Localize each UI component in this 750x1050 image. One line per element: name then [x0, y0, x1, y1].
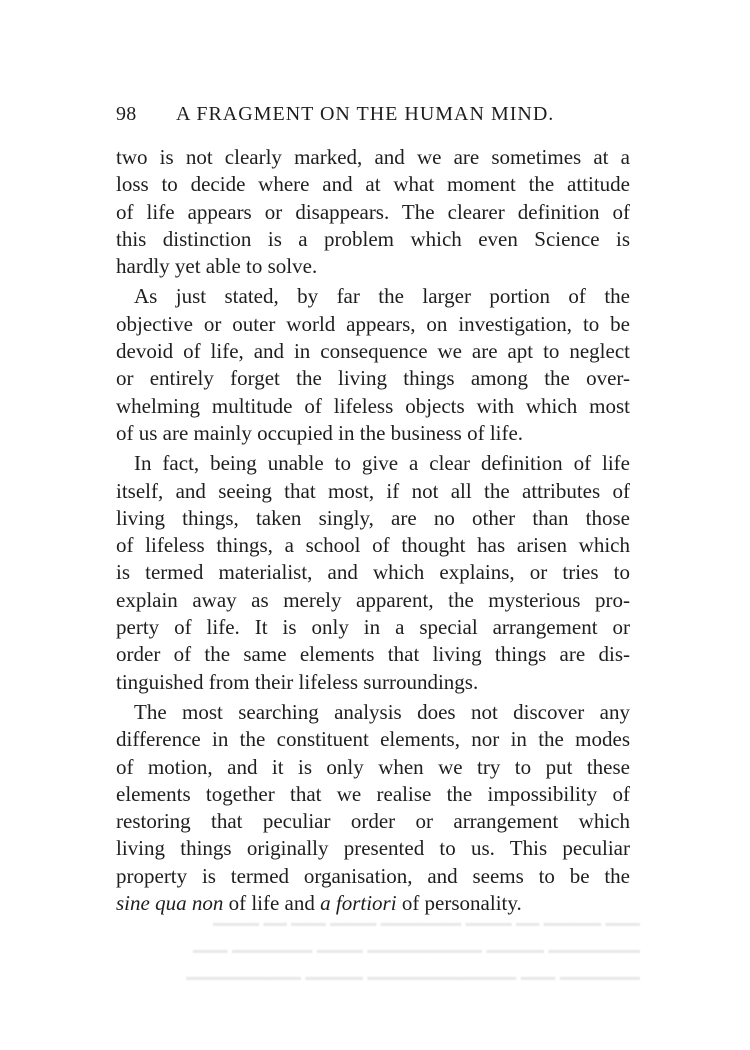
running-title: A FRAGMENT ON THE HUMAN MIND. [176, 103, 555, 125]
text-line: this distinction is a problem which even Science is [116, 226, 630, 251]
text-line: loss to decide where and at what moment the attitude [116, 172, 630, 197]
paragraph-2 [116, 283, 630, 447]
text-line: elements together that we realise the impossibility of [116, 781, 630, 806]
text-line: living things originally presented to us. This peculiar [116, 836, 630, 861]
text-line: living things, taken singly, are no other than those [116, 505, 630, 530]
text-fragment: of life and [223, 891, 321, 916]
text-line: restoring that peculiar order or arrangement which [116, 809, 630, 834]
show-through-line: ━━━━━━━━ ━━━━━ ━━━━━━━━━━ ━━━━ ━━━━━━━ ━━━ [193, 942, 640, 963]
text-line: tinguished from their lifeless surroundings. [116, 669, 479, 694]
italic-phrase: a fortiori [320, 891, 397, 916]
text-line: hardly yet able to solve. [116, 254, 318, 279]
page-number: 98 [116, 103, 137, 125]
paragraph-4 [116, 699, 630, 917]
text-line: two is not clearly marked, and we are sometimes at a [116, 145, 630, 169]
text-line: whelming multitude of lifeless objects with which most [116, 393, 630, 418]
paragraph-3 [116, 450, 630, 696]
text-line: property is termed organisation, and seems to be the [116, 863, 630, 888]
text-line: In fact, being unable to give a clear definition of life [134, 451, 630, 476]
text-line: is termed materialist, and which explains, or tries to [116, 560, 630, 585]
text-line: The most searching analysis does not discover any [134, 699, 630, 724]
text-line: order of the same elements that living things are dis- [116, 642, 630, 667]
text-line: As just stated, by far the larger portion of the [134, 284, 630, 309]
text-line: itself, and seeing that most, if not all the attributes of [116, 478, 630, 503]
text-fragment: of personality. [396, 891, 522, 916]
text-line: explain away as merely apparent, the mysterious pro- [116, 587, 630, 612]
show-through-line: ━━━━━━━ ━━━ ━━━━━━━━━━━━━ ━━━━━ ━━━━━━━━━━ [186, 969, 640, 990]
text-line: of life appears or disappears. The clearer definition of [116, 199, 630, 224]
text-line: of us are mainly occupied in the business of life. [116, 420, 524, 445]
text-line: or entirely forget the living things among the over- [116, 366, 630, 391]
show-through-line: ━━━ ━━━━━ ━━ ━━━━ ━━━━━━━ ━━━━ ━━━ ━━ ━━━━ [213, 915, 640, 936]
show-through-texture [120, 912, 640, 993]
text-line: objective or outer world appears, on investigation, to be [116, 311, 630, 336]
text-line: devoid of life, and in consequence we are apt to neglect [116, 339, 630, 364]
text-line: difference in the constituent elements, nor in the modes [116, 727, 630, 752]
text-line: of lifeless things, a school of thought has arisen which [116, 533, 630, 558]
paragraph-1 [116, 144, 630, 280]
italic-phrase: sine qua non [116, 891, 224, 916]
text-line: perty of life. It is only in a special arrangement or [116, 615, 630, 640]
body-text [116, 144, 630, 917]
text-line: of motion, and it is only when we try to put these [116, 754, 630, 779]
running-header [116, 103, 634, 131]
